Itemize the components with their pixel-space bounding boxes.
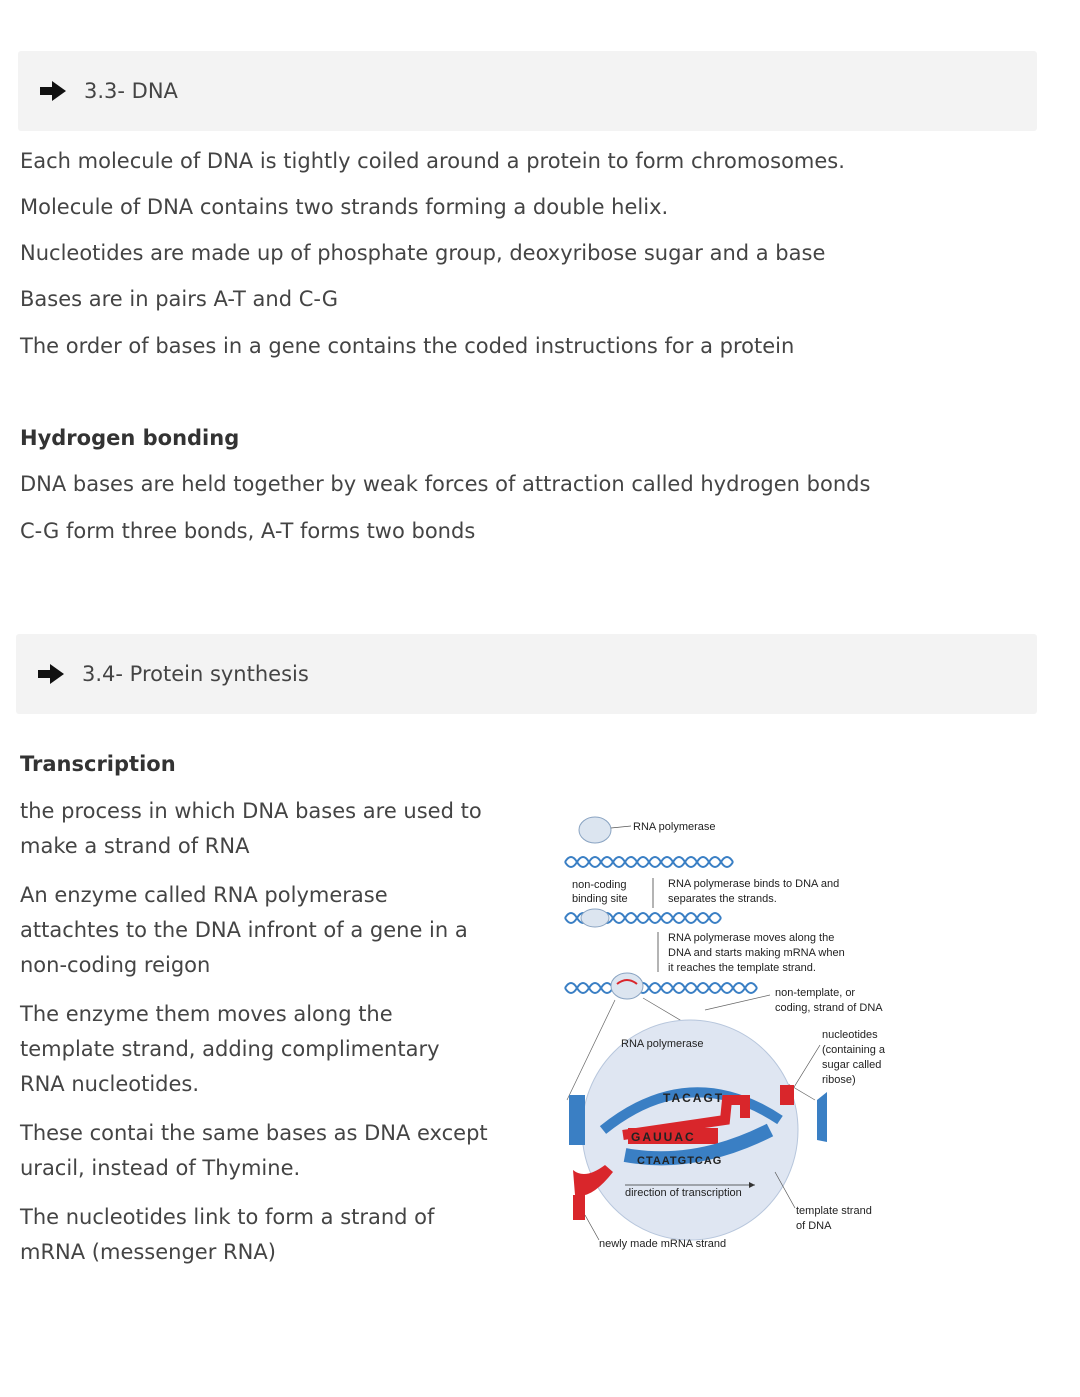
paragraph: Bases are in pairs A-T and C-G <box>20 287 339 311</box>
top-strand-bases: TACAGT <box>663 1091 725 1105</box>
label-template-1: template strand <box>796 1205 872 1217</box>
label-nucleotides-4: ribose) <box>822 1074 856 1086</box>
paragraph: Each molecule of DNA is tightly coiled around a protein to form chromosomes. <box>20 149 845 173</box>
section-header-dna[interactable] <box>18 51 1037 131</box>
paragraph: the process in which DNA bases are used to make a strand of RNA <box>20 799 482 858</box>
template-bases: CTAATGTCAG <box>637 1155 723 1167</box>
paragraph: Molecule of DNA contains two strands forming a double helix. <box>20 195 669 219</box>
label-step2-line2: DNA and starts making mRNA when <box>668 947 845 959</box>
paragraph: Nucleotides are made up of phosphate group, deoxyribose sugar and a base <box>20 241 826 265</box>
paragraph: The nucleotides link to form a strand of mRNA (messenger RNA) <box>20 1205 435 1264</box>
rna-polymerase-blob <box>579 817 611 843</box>
paragraph: These contai the same bases as DNA except uracil, instead of Thymine. <box>20 1121 488 1180</box>
transcription-diagram <box>555 800 900 1270</box>
label-non-coding: non-coding <box>572 879 627 891</box>
label-template-2: of DNA <box>796 1220 832 1232</box>
label-nucleotides-3: sugar called <box>822 1059 882 1071</box>
label-nucleotides-1: nucleotides <box>822 1029 878 1041</box>
label-step1-line1: RNA polymerase binds to DNA and <box>668 878 840 890</box>
label-step2-line3: it reaches the template strand. <box>668 962 816 974</box>
section-header-protein-synthesis[interactable] <box>16 634 1037 714</box>
label-direction: direction of transcription <box>625 1187 742 1199</box>
subheading-transcription: Transcription <box>20 752 176 776</box>
subheading-hydrogen-bonding: Hydrogen bonding <box>20 426 240 450</box>
dna-blue-right <box>817 1092 827 1142</box>
arrow-right-icon <box>36 663 66 685</box>
label-step2-line1: RNA polymerase moves along the <box>668 932 835 944</box>
transcription-text <box>20 794 490 1284</box>
section-title: 3.3- DNA <box>84 79 178 103</box>
arrow-right-icon <box>38 80 68 102</box>
paragraph: DNA bases are held together by weak forces of attraction called hydrogen bonds <box>20 472 871 496</box>
paragraph: The enzyme them moves along the template strand, adding complimentary RNA nucleotides. <box>20 1002 440 1096</box>
paragraph: An enzyme called RNA polymerase attachtes to the DNA infront of a gene in a non-coding reigon <box>20 883 468 977</box>
label-step1-line2: separates the strands. <box>668 893 777 905</box>
paragraph: The order of bases in a gene contains the coded instructions for a protein <box>20 334 795 358</box>
dna-blue-left <box>569 1095 585 1145</box>
label-rna-polymerase-top: RNA polymerase <box>633 821 716 833</box>
label-nontemplate-2: coding, strand of DNA <box>775 1002 883 1014</box>
label-newly-made: newly made mRNA strand <box>599 1238 727 1250</box>
paragraph: C-G form three bonds, A-T forms two bonds <box>20 519 476 543</box>
label-nucleotides-2: (containing a <box>822 1044 885 1056</box>
mrna-bases: GAUUAC <box>631 1130 696 1144</box>
label-binding-site: binding site <box>572 893 628 905</box>
section-title: 3.4- Protein synthesis <box>82 662 309 686</box>
label-nontemplate-1: non-template, or <box>775 987 856 999</box>
label-rna-polymerase-inner: RNA polymerase <box>621 1038 704 1050</box>
